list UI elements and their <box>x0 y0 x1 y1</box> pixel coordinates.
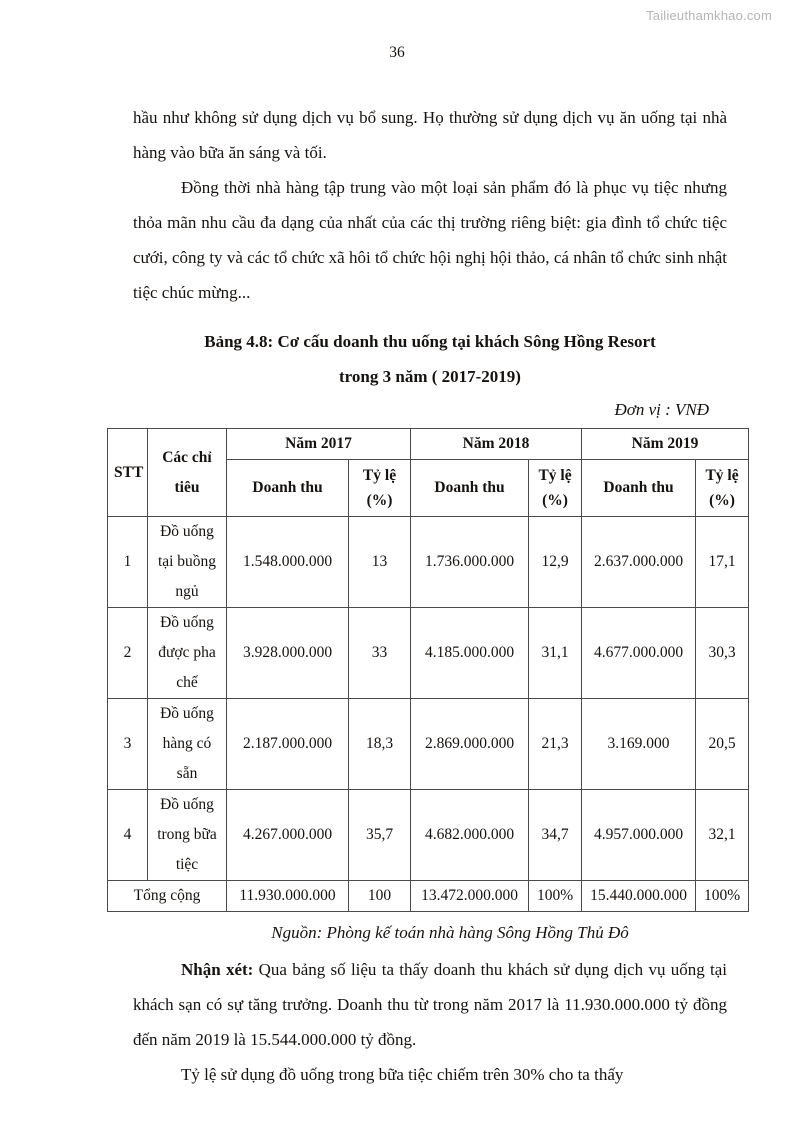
table-title-line2: trong 3 năm ( 2017-2019) <box>339 367 521 386</box>
comment-body: Qua bảng số liệu ta thấy doanh thu khách sử dụng dịch vụ uống tại khách sạn có sự tăng trưởng. Doanh thu từ trong năm 2017 là 11.930.000.000 tỷ đồng đến năm 2019 là 15.544.000.000 tỷ đồng. <box>133 960 727 1049</box>
cell-ratio-2018: 21,3 <box>529 699 582 790</box>
cell-total-ratio-2019: 100% <box>696 881 749 912</box>
cell-stt: 4 <box>108 790 148 881</box>
post-table-text <box>133 952 727 1092</box>
cell-criteria: Đồ uống trong bữa tiệc <box>148 790 227 881</box>
table-row <box>108 699 749 790</box>
cell-stt: 3 <box>108 699 148 790</box>
header-ratio-2017: Tỷ lệ (%) <box>349 460 411 517</box>
header-year-2018: Năm 2018 <box>411 429 582 460</box>
cell-criteria: Đồ uống được pha chế <box>148 608 227 699</box>
paragraph-1: hầu như không sử dụng dịch vụ bổ sung. Họ thường sử dụng dịch vụ ăn uống tại nhà hàng vào bữa ăn sáng và tối. <box>133 108 727 162</box>
cell-revenue-2019: 4.957.000.000 <box>582 790 696 881</box>
table-header-row-years <box>108 429 749 460</box>
header-ratio-2018: Tỷ lệ (%) <box>529 460 582 517</box>
table-body <box>108 517 749 912</box>
closing-paragraph: Tỷ lệ sử dụng đồ uống trong bữa tiệc chiếm trên 30% cho ta thấy <box>181 1065 624 1084</box>
header-criteria: Các chỉ tiêu <box>148 429 227 517</box>
header-revenue-2018: Doanh thu <box>411 460 529 517</box>
table-container <box>107 428 748 912</box>
paragraph-2: Đồng thời nhà hàng tập trung vào một loại sản phẩm đó là phục vụ tiệc nhưng thỏa mãn nhu cầu đa dạng của nhất của các thị trường riêng biệt: gia đình tổ chức tiệc cưới, công ty và các tổ chức xã hôi tổ chức hội nghị hội thảo, cá nhân tổ chức sinh nhật tiệc chúc mừng... <box>133 178 727 302</box>
cell-revenue-2018: 1.736.000.000 <box>411 517 529 608</box>
comment-label: Nhận xét: <box>181 960 254 979</box>
table-title <box>133 324 727 394</box>
cell-ratio-2019: 20,5 <box>696 699 749 790</box>
cell-total-ratio-2018: 100% <box>529 881 582 912</box>
cell-criteria: Đồ uống tại buồng ngủ <box>148 517 227 608</box>
header-revenue-2017: Doanh thu <box>227 460 349 517</box>
header-stt: STT <box>108 429 148 517</box>
cell-revenue-2017: 3.928.000.000 <box>227 608 349 699</box>
revenue-table <box>107 428 749 912</box>
table-head <box>108 429 749 517</box>
cell-revenue-2019: 2.637.000.000 <box>582 517 696 608</box>
cell-total-label: Tổng cộng <box>108 881 227 912</box>
cell-ratio-2017: 33 <box>349 608 411 699</box>
cell-total-revenue-2017: 11.930.000.000 <box>227 881 349 912</box>
cell-revenue-2018: 2.869.000.000 <box>411 699 529 790</box>
cell-revenue-2018: 4.682.000.000 <box>411 790 529 881</box>
cell-revenue-2019: 3.169.000 <box>582 699 696 790</box>
comment-paragraph <box>133 952 727 1057</box>
page-content <box>114 100 741 1092</box>
table-row <box>108 517 749 608</box>
table-source-note: Nguồn: Phòng kế toán nhà hàng Sông Hồng Thủ Đô <box>271 923 629 942</box>
header-ratio-2019: Tỷ lệ (%) <box>696 460 749 517</box>
cell-stt: 1 <box>108 517 148 608</box>
cell-ratio-2019: 17,1 <box>696 517 749 608</box>
watermark-text: Tailieuthamkhao.com <box>646 8 772 23</box>
cell-ratio-2017: 35,7 <box>349 790 411 881</box>
cell-total-ratio-2017: 100 <box>349 881 411 912</box>
table-row <box>108 790 749 881</box>
page-number: 36 <box>389 44 405 61</box>
cell-total-revenue-2018: 13.472.000.000 <box>411 881 529 912</box>
cell-revenue-2017: 4.267.000.000 <box>227 790 349 881</box>
cell-revenue-2017: 2.187.000.000 <box>227 699 349 790</box>
cell-revenue-2017: 1.548.000.000 <box>227 517 349 608</box>
cell-total-revenue-2019: 15.440.000.000 <box>582 881 696 912</box>
table-row <box>108 608 749 699</box>
cell-revenue-2018: 4.185.000.000 <box>411 608 529 699</box>
table-total-row <box>108 881 749 912</box>
cell-ratio-2019: 30,3 <box>696 608 749 699</box>
cell-stt: 2 <box>108 608 148 699</box>
header-revenue-2019: Doanh thu <box>582 460 696 517</box>
header-year-2017: Năm 2017 <box>227 429 411 460</box>
header-year-2019: Năm 2019 <box>582 429 749 460</box>
cell-ratio-2018: 12,9 <box>529 517 582 608</box>
cell-criteria: Đồ uống hàng có sẵn <box>148 699 227 790</box>
cell-ratio-2017: 13 <box>349 517 411 608</box>
cell-ratio-2017: 18,3 <box>349 699 411 790</box>
cell-ratio-2018: 34,7 <box>529 790 582 881</box>
cell-ratio-2019: 32,1 <box>696 790 749 881</box>
cell-ratio-2018: 31,1 <box>529 608 582 699</box>
unit-label: Đơn vị : VNĐ <box>614 400 709 419</box>
table-title-line1: Bảng 4.8: Cơ cấu doanh thu uống tại khách Sông Hồng Resort <box>204 332 656 351</box>
cell-revenue-2019: 4.677.000.000 <box>582 608 696 699</box>
